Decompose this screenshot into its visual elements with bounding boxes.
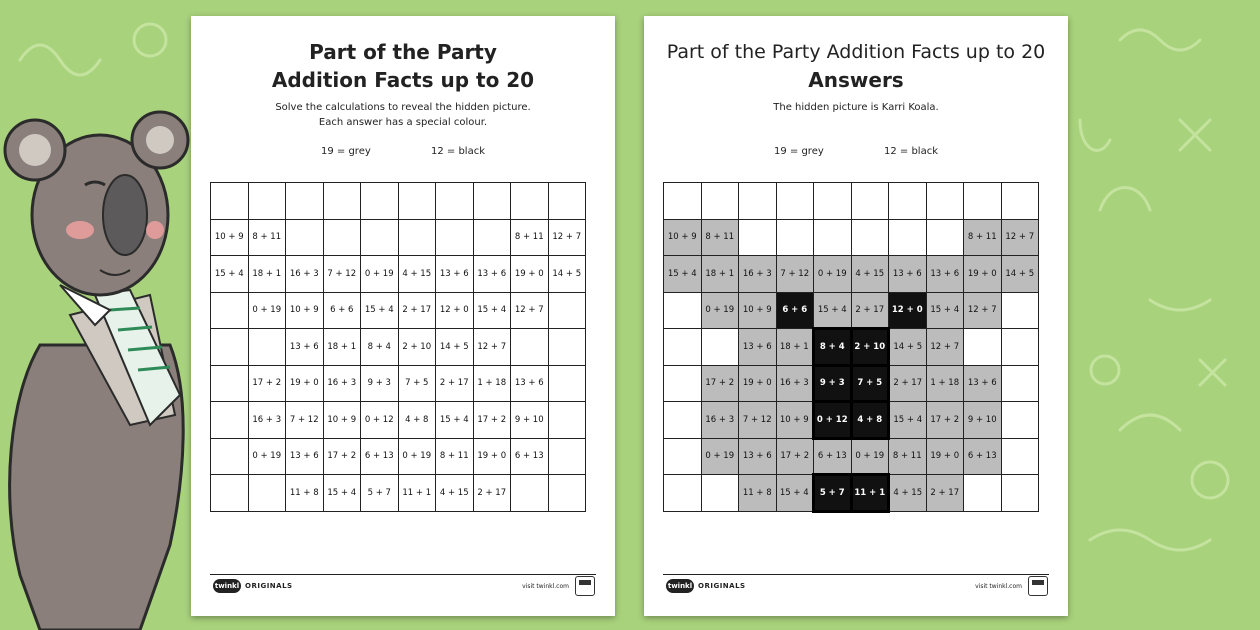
grid-cell <box>964 183 1002 220</box>
grid-cell: 7 + 12 <box>286 402 324 439</box>
grid-cell: 0 + 19 <box>398 438 436 475</box>
answers-legend-black: 12 = black <box>884 146 939 157</box>
grid-cell: 16 + 3 <box>776 365 814 402</box>
grid-cell: 9 + 10 <box>511 402 549 439</box>
grid-cell <box>211 475 249 512</box>
worksheet-questions <box>191 16 615 616</box>
grid-row <box>664 438 1039 475</box>
grid-cell <box>286 219 324 256</box>
grid-cell: 12 + 7 <box>511 292 549 329</box>
grid-cell: 0 + 12 <box>361 402 399 439</box>
grid-cell: 11 + 8 <box>739 475 777 512</box>
grid-cell: 13 + 6 <box>889 256 927 293</box>
grid-cell: 7 + 5 <box>851 365 889 402</box>
worksheet-title-line2: Addition Facts up to 20 <box>271 68 535 92</box>
grid-cell: 19 + 0 <box>964 256 1002 293</box>
grid-cell: 13 + 6 <box>436 256 474 293</box>
grid-cell: 18 + 1 <box>776 329 814 366</box>
grid-cell <box>664 475 702 512</box>
grid-row <box>211 475 586 512</box>
grid-cell: 8 + 4 <box>814 329 852 366</box>
grid-row <box>211 402 586 439</box>
grid-cell <box>473 219 511 256</box>
grid-cell: 14 + 5 <box>548 256 586 293</box>
grid-cell: 10 + 9 <box>776 402 814 439</box>
grid-cell: 12 + 7 <box>926 329 964 366</box>
answers-grid <box>663 182 1039 513</box>
grid-cell: 8 + 11 <box>436 438 474 475</box>
grid-cell <box>248 329 286 366</box>
grid-cell <box>701 183 739 220</box>
grid-cell: 14 + 5 <box>889 329 927 366</box>
koala-illustration <box>0 95 200 630</box>
footer-divider <box>663 574 1049 575</box>
grid-cell <box>1001 329 1039 366</box>
grid-cell: 1 + 18 <box>926 365 964 402</box>
grid-cell: 14 + 5 <box>1001 256 1039 293</box>
grid-cell: 15 + 4 <box>211 256 249 293</box>
grid-cell: 15 + 4 <box>361 292 399 329</box>
grid-cell: 13 + 6 <box>739 329 777 366</box>
grid-cell: 16 + 3 <box>248 402 286 439</box>
grid-cell: 6 + 13 <box>511 438 549 475</box>
grid-cell: 19 + 0 <box>473 438 511 475</box>
grid-cell <box>664 292 702 329</box>
answers-title-line2: Answers <box>808 68 904 92</box>
grid-cell: 15 + 4 <box>814 292 852 329</box>
grid-cell <box>211 183 249 220</box>
grid-row <box>664 365 1039 402</box>
grid-cell <box>701 329 739 366</box>
grid-cell <box>361 219 399 256</box>
grid-cell <box>664 402 702 439</box>
grid-cell <box>1001 402 1039 439</box>
grid-cell: 8 + 11 <box>511 219 549 256</box>
grid-cell: 6 + 6 <box>776 292 814 329</box>
grid-cell <box>964 329 1002 366</box>
grid-cell: 9 + 3 <box>814 365 852 402</box>
grid-cell <box>211 292 249 329</box>
grid-cell: 19 + 0 <box>286 365 324 402</box>
grid-cell: 17 + 2 <box>323 438 361 475</box>
twinkl-logo: twinkl <box>666 579 694 593</box>
grid-cell <box>398 183 436 220</box>
grid-cell: 11 + 8 <box>286 475 324 512</box>
visit-link: visit twinkl.com <box>522 583 569 590</box>
grid-cell: 17 + 2 <box>248 365 286 402</box>
grid-cell: 7 + 5 <box>398 365 436 402</box>
grid-cell: 8 + 4 <box>361 329 399 366</box>
grid-cell: 15 + 4 <box>664 256 702 293</box>
grid-cell <box>436 219 474 256</box>
grid-cell: 0 + 12 <box>814 402 852 439</box>
grid-cell: 11 + 1 <box>398 475 436 512</box>
grid-cell <box>814 183 852 220</box>
legend-black: 12 = black <box>431 146 486 157</box>
grid-cell: 16 + 3 <box>701 402 739 439</box>
grid-cell: 7 + 12 <box>739 402 777 439</box>
grid-cell <box>739 183 777 220</box>
grid-cell: 10 + 9 <box>286 292 324 329</box>
calculation-grid <box>210 182 586 512</box>
grid-cell: 16 + 3 <box>739 256 777 293</box>
brand <box>666 579 746 593</box>
grid-cell <box>548 475 586 512</box>
grid-cell: 2 + 17 <box>473 475 511 512</box>
grid-cell: 13 + 6 <box>511 365 549 402</box>
grid-cell: 0 + 19 <box>814 256 852 293</box>
grid-cell: 12 + 7 <box>548 219 586 256</box>
brand <box>213 579 293 593</box>
grid-row <box>211 329 586 366</box>
grid-cell: 18 + 1 <box>248 256 286 293</box>
grid-cell: 12 + 7 <box>1001 219 1039 256</box>
grid-row <box>211 438 586 475</box>
grid-cell: 13 + 6 <box>926 256 964 293</box>
grid-cell <box>664 329 702 366</box>
grid-cell <box>473 183 511 220</box>
grid-cell <box>548 329 586 366</box>
brand-originals: ORIGINALS <box>698 582 746 590</box>
grid-cell: 8 + 11 <box>889 438 927 475</box>
grid-cell: 12 + 7 <box>473 329 511 366</box>
grid-cell: 8 + 11 <box>701 219 739 256</box>
twinkl-logo: twinkl <box>213 579 241 593</box>
grid-row <box>664 292 1039 329</box>
grid-cell: 8 + 11 <box>964 219 1002 256</box>
grid-cell: 12 + 7 <box>964 292 1002 329</box>
answers-title-line1: Part of the Party Addition Facts up to 20 <box>666 41 1046 63</box>
grid-cell <box>361 183 399 220</box>
grid-cell: 9 + 3 <box>361 365 399 402</box>
grid-cell: 10 + 9 <box>664 219 702 256</box>
grid-cell: 16 + 3 <box>323 365 361 402</box>
grid-cell <box>664 438 702 475</box>
grid-cell <box>548 402 586 439</box>
grid-cell <box>548 438 586 475</box>
grid-row <box>211 292 586 329</box>
grid-cell <box>511 183 549 220</box>
grid-cell: 10 + 9 <box>211 219 249 256</box>
grid-cell <box>851 183 889 220</box>
grid-cell <box>1001 183 1039 220</box>
grid-cell: 2 + 17 <box>398 292 436 329</box>
grid-cell <box>248 183 286 220</box>
grid-cell: 19 + 0 <box>511 256 549 293</box>
grid-cell <box>211 402 249 439</box>
grid-row <box>211 219 586 256</box>
grid-cell <box>323 219 361 256</box>
grid-cell: 15 + 4 <box>436 402 474 439</box>
grid-cell: 12 + 0 <box>436 292 474 329</box>
grid-row <box>211 183 586 220</box>
grid-cell <box>664 365 702 402</box>
grid-cell: 10 + 9 <box>323 402 361 439</box>
grid-cell: 6 + 6 <box>323 292 361 329</box>
grid-cell: 4 + 15 <box>398 256 436 293</box>
grid-cell: 4 + 15 <box>889 475 927 512</box>
instruction-line2: Each answer has a special colour. <box>318 117 488 128</box>
grid-cell: 4 + 8 <box>398 402 436 439</box>
grid-cell: 8 + 11 <box>248 219 286 256</box>
grid-cell: 4 + 15 <box>851 256 889 293</box>
grid-cell: 15 + 4 <box>323 475 361 512</box>
grid-cell <box>1001 475 1039 512</box>
grid-cell: 15 + 4 <box>889 402 927 439</box>
grid-cell <box>398 219 436 256</box>
grid-cell: 6 + 13 <box>964 438 1002 475</box>
grid-cell <box>776 183 814 220</box>
grid-cell: 13 + 6 <box>286 329 324 366</box>
grid-cell: 11 + 1 <box>851 475 889 512</box>
answers-legend-grey: 19 = grey <box>774 146 824 157</box>
grid-cell <box>851 219 889 256</box>
grid-cell: 18 + 1 <box>701 256 739 293</box>
grid-cell: 17 + 2 <box>776 438 814 475</box>
quality-badge-icon <box>1028 576 1048 596</box>
grid-cell <box>286 183 324 220</box>
grid-row <box>664 256 1039 293</box>
grid-cell <box>926 219 964 256</box>
grid-cell: 15 + 4 <box>776 475 814 512</box>
grid-cell: 7 + 12 <box>776 256 814 293</box>
grid-cell <box>436 183 474 220</box>
grid-cell: 4 + 15 <box>436 475 474 512</box>
grid-cell: 9 + 10 <box>964 402 1002 439</box>
grid-cell: 17 + 2 <box>473 402 511 439</box>
grid-cell <box>926 183 964 220</box>
grid-cell: 2 + 10 <box>851 329 889 366</box>
grid-cell <box>511 329 549 366</box>
grid-cell: 0 + 19 <box>248 438 286 475</box>
grid-cell: 17 + 2 <box>701 365 739 402</box>
grid-cell: 14 + 5 <box>436 329 474 366</box>
footer-divider <box>210 574 596 575</box>
legend-grey: 19 = grey <box>321 146 371 157</box>
grid-cell <box>248 475 286 512</box>
grid-cell <box>664 183 702 220</box>
quality-badge-icon <box>575 576 595 596</box>
grid-cell: 5 + 7 <box>361 475 399 512</box>
grid-cell <box>889 219 927 256</box>
grid-cell <box>211 329 249 366</box>
grid-row <box>211 256 586 293</box>
grid-cell <box>739 219 777 256</box>
grid-cell: 7 + 12 <box>323 256 361 293</box>
grid-cell: 19 + 0 <box>926 438 964 475</box>
grid-cell: 6 + 13 <box>361 438 399 475</box>
grid-cell <box>701 475 739 512</box>
grid-cell: 0 + 19 <box>248 292 286 329</box>
grid-cell: 12 + 0 <box>889 292 927 329</box>
grid-cell: 2 + 17 <box>889 365 927 402</box>
worksheet-answers <box>644 16 1068 616</box>
grid-cell <box>1001 365 1039 402</box>
grid-cell <box>323 183 361 220</box>
grid-cell: 0 + 19 <box>701 438 739 475</box>
grid-cell <box>211 438 249 475</box>
grid-cell: 6 + 13 <box>814 438 852 475</box>
grid-cell: 15 + 4 <box>926 292 964 329</box>
grid-cell <box>814 219 852 256</box>
grid-cell <box>548 365 586 402</box>
grid-cell: 0 + 19 <box>701 292 739 329</box>
visit-link: visit twinkl.com <box>975 583 1022 590</box>
grid-cell: 0 + 19 <box>851 438 889 475</box>
grid-cell <box>889 183 927 220</box>
brand-originals: ORIGINALS <box>245 582 293 590</box>
grid-cell: 13 + 6 <box>286 438 324 475</box>
grid-cell: 2 + 10 <box>398 329 436 366</box>
grid-cell: 0 + 19 <box>361 256 399 293</box>
grid-cell <box>1001 438 1039 475</box>
grid-cell <box>548 292 586 329</box>
grid-cell: 2 + 17 <box>926 475 964 512</box>
grid-row <box>664 402 1039 439</box>
instruction-line1: Solve the calculations to reveal the hidden picture. <box>275 102 531 113</box>
grid-cell: 5 + 7 <box>814 475 852 512</box>
grid-cell: 2 + 17 <box>851 292 889 329</box>
worksheet-title-line1: Part of the Party <box>309 40 497 64</box>
grid-cell: 16 + 3 <box>286 256 324 293</box>
grid-cell <box>964 475 1002 512</box>
answers-instruction: The hidden picture is Karri Koala. <box>773 102 939 113</box>
grid-cell: 19 + 0 <box>739 365 777 402</box>
grid-cell <box>548 183 586 220</box>
grid-cell: 13 + 6 <box>473 256 511 293</box>
grid-cell <box>211 365 249 402</box>
grid-cell: 13 + 6 <box>964 365 1002 402</box>
grid-cell: 13 + 6 <box>739 438 777 475</box>
grid-cell: 1 + 18 <box>473 365 511 402</box>
grid-cell: 15 + 4 <box>473 292 511 329</box>
grid-cell: 2 + 17 <box>436 365 474 402</box>
grid-cell: 10 + 9 <box>739 292 777 329</box>
grid-row <box>664 329 1039 366</box>
grid-cell <box>1001 292 1039 329</box>
grid-row <box>664 475 1039 512</box>
grid-cell: 4 + 8 <box>851 402 889 439</box>
grid-row <box>664 183 1039 220</box>
grid-cell <box>776 219 814 256</box>
grid-row <box>211 365 586 402</box>
grid-cell: 17 + 2 <box>926 402 964 439</box>
grid-cell <box>511 475 549 512</box>
grid-cell: 18 + 1 <box>323 329 361 366</box>
grid-row <box>664 219 1039 256</box>
